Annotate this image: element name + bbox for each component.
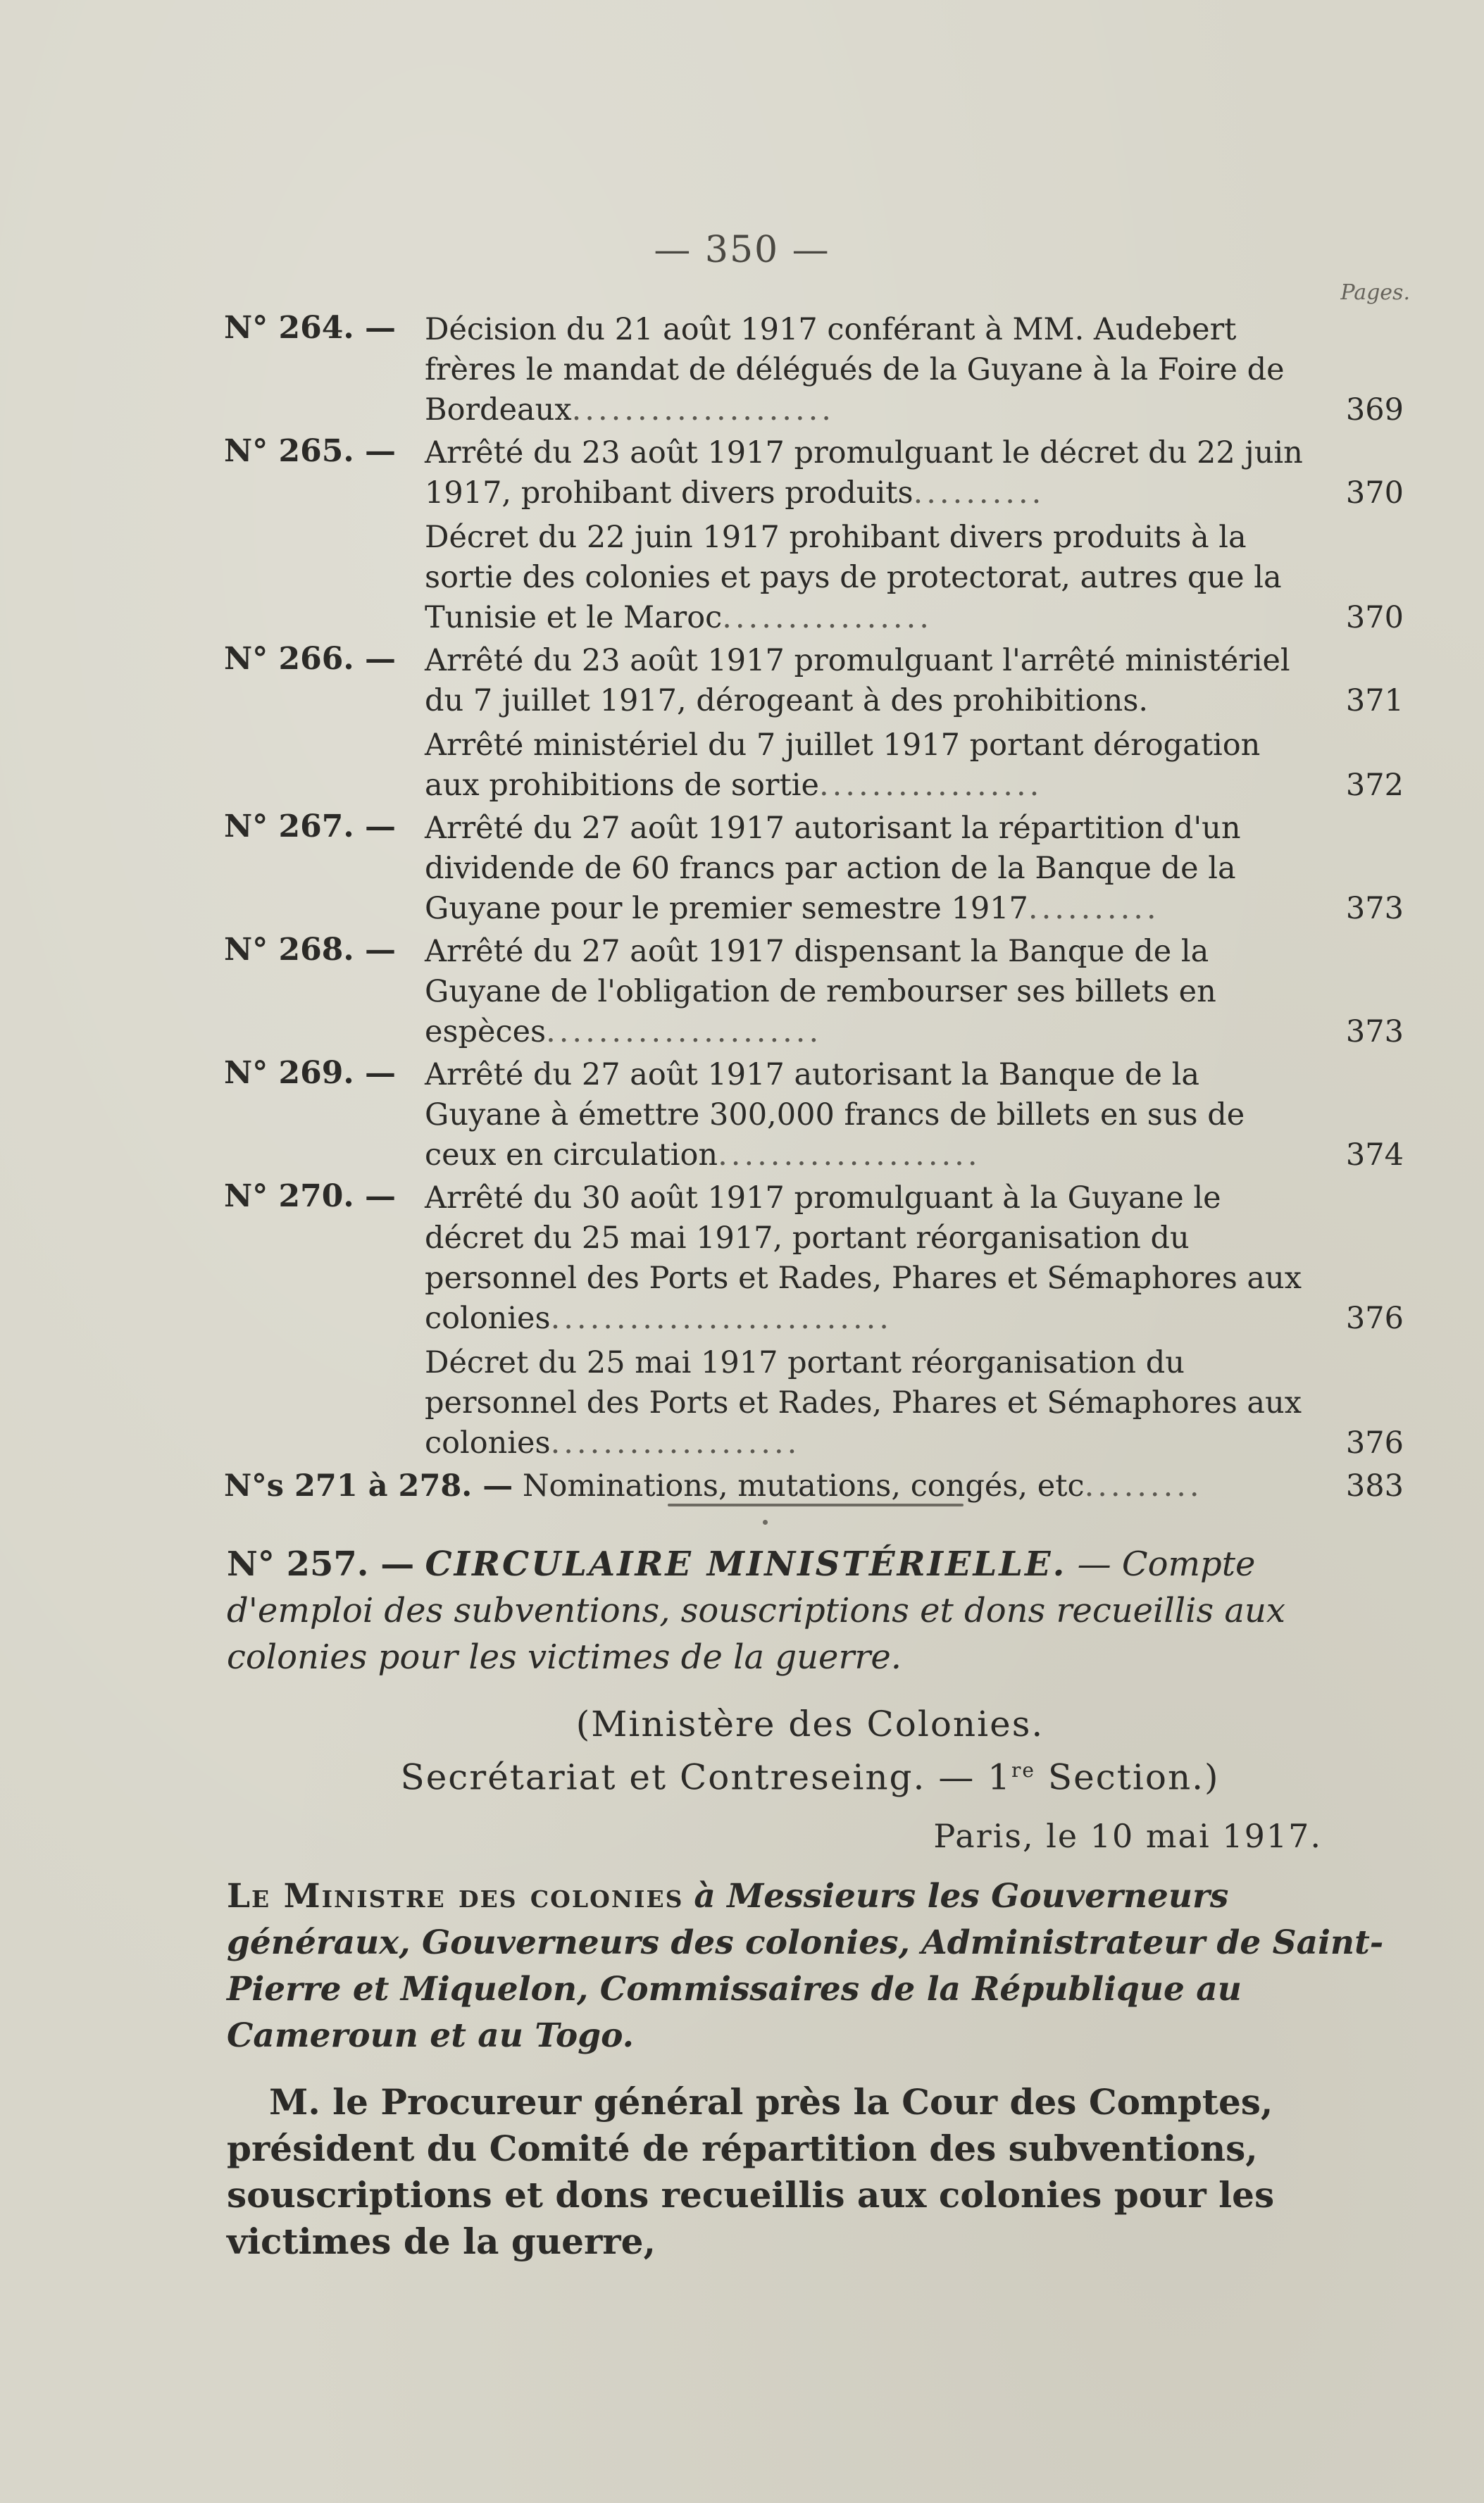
body-paragraph: M. le Procureur général près la Cour des Comptes, président du Comité de répartition des subventions, souscriptions et dons recueillis aux colonies pour les victimes de la guerre, [227,2081,1275,2262]
toc-entry [224,1178,1404,1463]
toc-item-page: 383 [1345,1468,1404,1504]
toc-item-text: Décision du 21 août 1917 conférant à MM. Audebert frères le mandat de délégués de la Guyane à la Foire de Bordeaux [425,312,1285,427]
toc-entry [224,310,1404,430]
toc-item-page: 373 [1345,1014,1404,1049]
toc-item-text: Arrêté du 27 août 1917 autorisant la répartition d'un dividende de 60 francs par action de la Banque de la Guyane pour le premier semestre 1917 [425,811,1241,926]
toc-entry [224,433,1404,638]
section-line-suffix: Section.) [1035,1756,1220,1798]
toc-item-page: 376 [1345,1301,1404,1336]
toc-item [425,809,1404,929]
dot-leader: ................. [818,768,1043,803]
toc-item-text: Arrêté du 30 août 1917 promulguant à la Guyane le décret du 25 mai 1917, portant réorganisation du personnel des Ports et Rades, Phares et Sémaphores aux colonies [425,1180,1302,1336]
toc-item [425,518,1404,638]
table-of-contents [224,310,1404,1506]
toc-item [425,310,1404,430]
section-divider [668,1504,964,1506]
toc-item [224,1466,1404,1506]
toc-entry-number: N° 266. — [224,641,397,677]
toc-entry-number: N°s 271 à 278. — [224,1468,513,1504]
toc-item-page: 376 [1345,1425,1404,1461]
toc-entry [224,641,1404,806]
section-line [352,1747,1268,1801]
toc-item-text: Arrêté ministériel du 7 juillet 1917 portant dérogation aux prohibitions de sortie [425,728,1261,803]
toc-item [425,932,1404,1052]
toc-item-text: Nominations, mutations, congés, etc [522,1468,1085,1504]
sender: Le Ministre des colonies [227,1877,684,1916]
toc-entry-number: N° 270. — [224,1178,397,1214]
toc-item [425,1055,1404,1175]
toc-item-page: 371 [1345,683,1404,718]
dot-leader: .................... [718,1137,981,1173]
toc-item-page: 373 [1345,891,1404,926]
dot-leader: ..................... [546,1014,823,1049]
address-block [227,1873,1407,2059]
toc-entry-number: N° 268. — [224,932,397,968]
toc-entry [224,1466,1404,1506]
toc-item-page: 372 [1345,768,1404,803]
toc-entry [224,1055,1404,1175]
divider-ornament [763,1520,768,1525]
dot-leader: ................ [722,600,933,635]
section-ordinal: re [1011,1759,1036,1782]
dot-leader: .................... [571,392,835,427]
toc-item-text: Arrêté du 27 août 1917 dispensant la Banque de la Guyane de l'obligation de rembourser ses billets en espèces [425,934,1216,1049]
section-line-prefix: Secrétariat et Contreseing. — 1 [400,1756,1012,1798]
toc-item-text: Arrêté du 23 août 1917 promulguant l'arrêté ministériel du 7 juillet 1917, dérogeant à des prohibitions. [425,643,1290,718]
dot-leader: .......... [913,475,1045,511]
toc-item-text: Décret du 25 mai 1917 portant réorganisation du personnel des Ports et Rades, Phares et Sémaphores aux colonies [425,1345,1302,1461]
toc-item-page: 370 [1345,475,1404,511]
dot-leader: ......... [1084,1468,1203,1504]
toc-entry-number: N° 267. — [224,809,397,844]
toc-item [425,433,1404,513]
dateline: Paris, le 10 mai 1917. [933,1817,1322,1855]
toc-entry [224,932,1404,1052]
circular-title: CIRCULAIRE MINISTÉRIELLE. [425,1544,1067,1584]
ministry-line: (Ministère des Colonies. [575,1704,1045,1744]
circular-heading [227,1541,1407,1680]
dot-leader: .......... [1028,891,1160,926]
toc-item-page: 374 [1345,1137,1404,1173]
circular-number: N° 257. — [227,1544,415,1584]
toc-entry-number: N° 269. — [224,1055,397,1091]
toc-item-page: 370 [1345,600,1404,635]
dot-leader: ................... [550,1425,801,1461]
toc-entry-number: N° 265. — [224,433,397,469]
page-number: — 350 — [654,229,830,271]
ministry-block [352,1701,1268,1801]
toc-item [425,725,1404,806]
toc-entry-number: N° 264. — [224,310,397,346]
toc-item-page: 369 [1345,392,1404,427]
toc-item [425,1178,1404,1339]
recipients: à Messieurs les Gouverneurs généraux, Gouverneurs des colonies, Administrateur de Saint-Pierre et Miquelon, Commissaires de la République au Cameroun et au Togo. [227,1877,1384,2055]
toc-entry [224,809,1404,929]
toc-item-text: Arrêté du 23 août 1917 promulguant le décret du 22 juin 1917, prohibant divers produits [425,435,1303,511]
pages-column-label: Pages. [1340,280,1410,305]
toc-item [425,641,1404,721]
dot-leader: .......................... [550,1301,892,1336]
toc-item-text: Arrêté du 27 août 1917 autorisant la Banque de la Guyane à émettre 300,000 francs de billets en sus de ceux en circulation [425,1057,1245,1173]
toc-item [425,1343,1404,1463]
toc-item-text: Décret du 22 juin 1917 prohibant divers produits à la sortie des colonies et pays de protectorat, autres que la Tunisie et le Maroc [425,520,1282,635]
circular-subtitle: — Compte d'emploi des subventions, souscriptions et dons recueillis aux colonies pour les victimes de la guerre. [227,1544,1285,1677]
